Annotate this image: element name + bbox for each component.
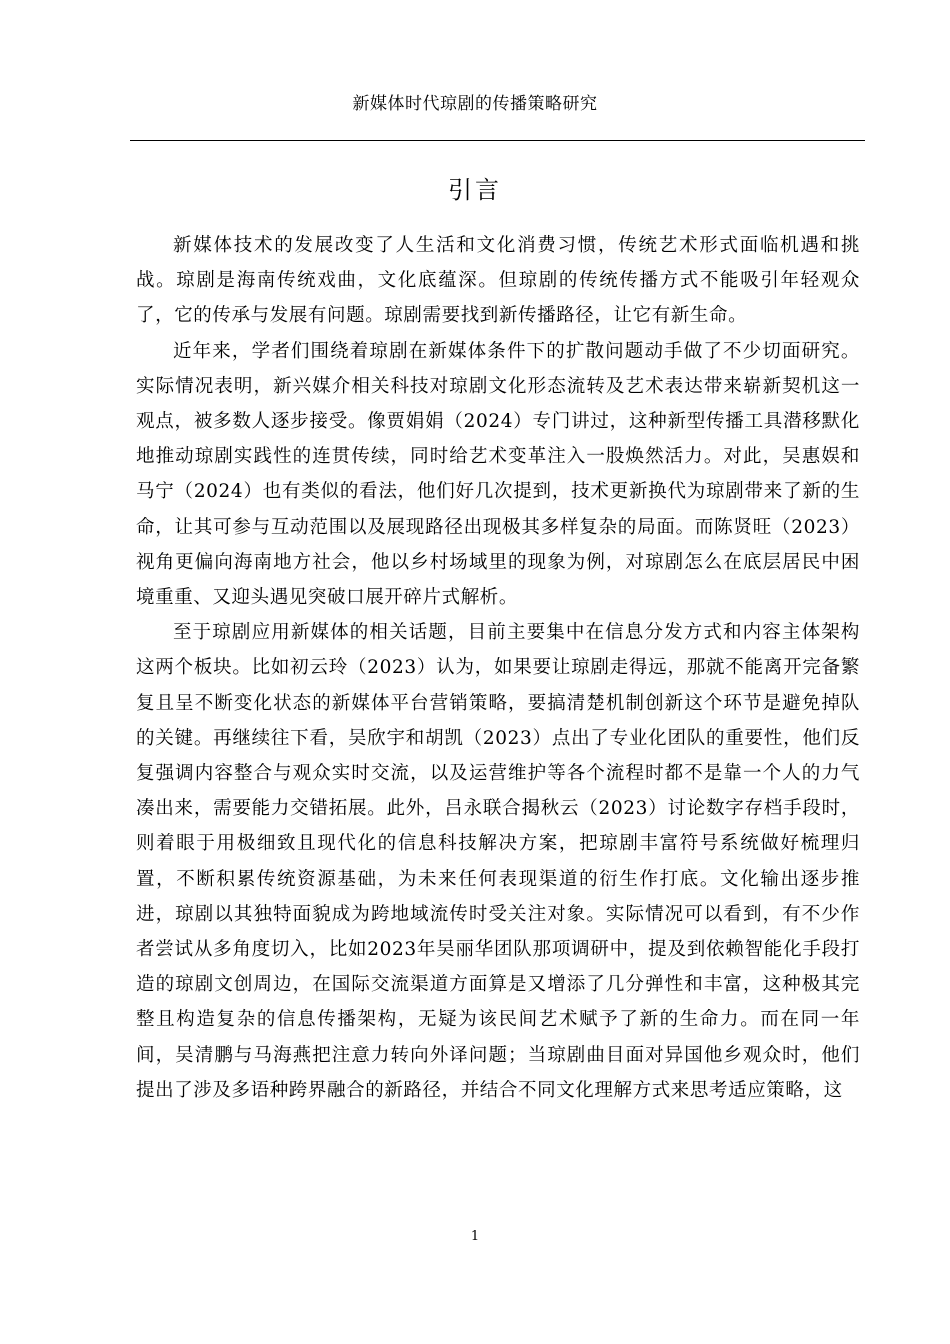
paragraph-literature-review: 近年来，学者们围绕着琼剧在新媒体条件下的扩散问题动手做了不少切面研究。实际情况表明，新兴媒介相关科技对琼剧文化形态流转及艺术表达带来崭新契机这一观点，被多数人逐步接受。像贾娟娟（2024）专门讲过，这种新型传播工具潜移默化地推动琼剧实践性的连贯传续，同时给艺术变革注入一股焕然活力。对此，吴惠娱和马宁（2024）也有类似的看法，他们好几次提到，技术更新换代为琼剧带来了新的生命，让其可参与互动范围以及展现路径出现极其多样复杂的局面。而陈贤旺（2023）视角更偏向海南地方社会，他以乡村场域里的现象为例，对琼剧怎么在底层居民中困境重重、又迎头遇见突破口展开碎片式解析。 bbox=[136, 340, 860, 609]
section-title: 引言 bbox=[448, 176, 502, 204]
body-text bbox=[136, 228, 860, 1108]
header-divider bbox=[130, 140, 865, 141]
paragraph-intro: 新媒体技术的发展改变了人生活和文化消费习惯，传统艺术形式面临机遇和挑战。琼剧是海南传统戏曲，文化底蕴深。但琼剧的传统传播方式不能吸引年轻观众了，它的传承与发展有问题。琼剧需要找到新传播路径，让它有新生命。 bbox=[136, 235, 860, 327]
running-header: 新媒体时代琼剧的传播策略研究 bbox=[352, 94, 598, 114]
paragraph-new-media-application: 至于琼剧应用新媒体的相关话题，目前主要集中在信息分发方式和内容主体架构这两个板块。比如初云玲（2023）认为，如果要让琼剧走得远，那就不能离开完备繁复且呈不断变化状态的新媒体平台营销策略，要搞清楚机制创新这个环节是避免掉队的关键。再继续往下看，吴欣宇和胡凯（2023）点出了专业化团队的重要性，他们反复强调内容整合与观众实时交流，以及运营维护等各个流程时都不是靠一个人的力气凑出来，需要能力交错拓展。此外，吕永联合揭秋云（2023）讨论数字存档手段时，则着眼于用极细致且现代化的信息科技解决方案，把琼剧丰富符号系统做好梳理归置，不断积累传统资源基础，为未来任何表现渠道的衍生作打底。文化输出逐步推进，琼剧以其独特面貌成为跨地域流传时受关注对象。实际情况可以看到，有不少作者尝试从多角度切入，比如2023年吴丽华团队那项调研中，提及到依赖智能化手段打造的琼剧文创周边，在国际交流渠道方面算是又增添了几分弹性和丰富，这种极其完整且构造复杂的信息传播架构，无疑为该民间艺术赋予了新的生命力。而在同一年间，吴清鹏与马海燕把注意力转向外译问题；当琼剧曲目面对异国他乡观众时，他们提出了涉及多语种跨界融合的新路径，并结合不同文化理解方式来思考适应策略，这 bbox=[136, 622, 860, 1101]
page-number: 1 bbox=[470, 1229, 480, 1244]
